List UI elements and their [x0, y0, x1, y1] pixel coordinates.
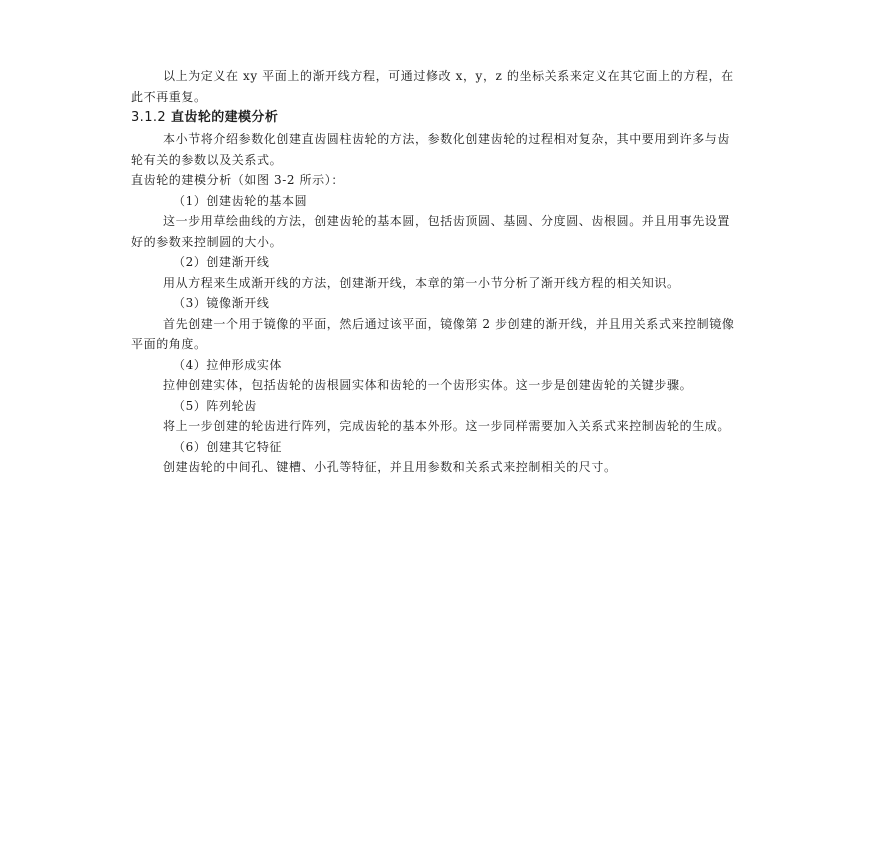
step-title: （6）创建其它特征 [173, 439, 283, 454]
step-title: （2）创建渐开线 [173, 255, 270, 269]
step-body: 用从方程来生成渐开线的方法，创建渐开线，本章的第一小节分析了渐开线方程的相关知识。 [163, 275, 680, 290]
intro-paragraph: 以上为定义在 xy 平面上的渐开线方程，可通过修改 x，y，z 的坐标关系来定义在其它面上的方程，在此不再重复。 [131, 69, 734, 104]
section-heading [131, 107, 741, 129]
step-title: （5）阵列轮齿 [173, 398, 257, 413]
document-body [131, 66, 741, 478]
step-body: 将上一步创建的轮齿进行阵列，完成齿轮的基本外形。这一步同样需要加入关系式来控制齿轮的生成。 [163, 419, 731, 433]
step-body: 首先创建一个用于镜像的平面，然后通过该平面，镜像第 2 步创建的渐开线，并且用关系式来控制镜像平面的角度。 [131, 316, 735, 351]
step-title: （4）拉伸形成实体 [173, 357, 283, 372]
step-body: 这一步用草绘曲线的方法，创建齿轮的基本圆，包括齿顶圆、基圆、分度圆、齿根圆。并且用事先设置好的参数来控制圆的大小。 [131, 214, 731, 249]
analysis-label: 直齿轮的建模分析（如图 3-2 所示）： [131, 173, 344, 187]
section-paragraph: 本小节将介绍参数化创建直齿圆柱齿轮的方法，参数化创建齿轮的过程相对复杂，其中要用到许多与齿轮有关的参数以及关系式。 [131, 132, 731, 167]
step-title: （3）镜像渐开线 [173, 296, 270, 310]
section-title: 直齿轮的建模分析 [171, 110, 279, 125]
step-body: 创建齿轮的中间孔、键槽、小孔等特征，并且用参数和关系式来控制相关的尺寸。 [163, 460, 617, 474]
step-title: （1）创建齿轮的基本圆 [173, 193, 308, 208]
step-body: 拉伸创建实体，包括齿轮的齿根圆实体和齿轮的一个齿形实体。这一步是创建齿轮的关键步骤。 [163, 378, 693, 392]
section-number: 3.1.2 [131, 110, 167, 125]
